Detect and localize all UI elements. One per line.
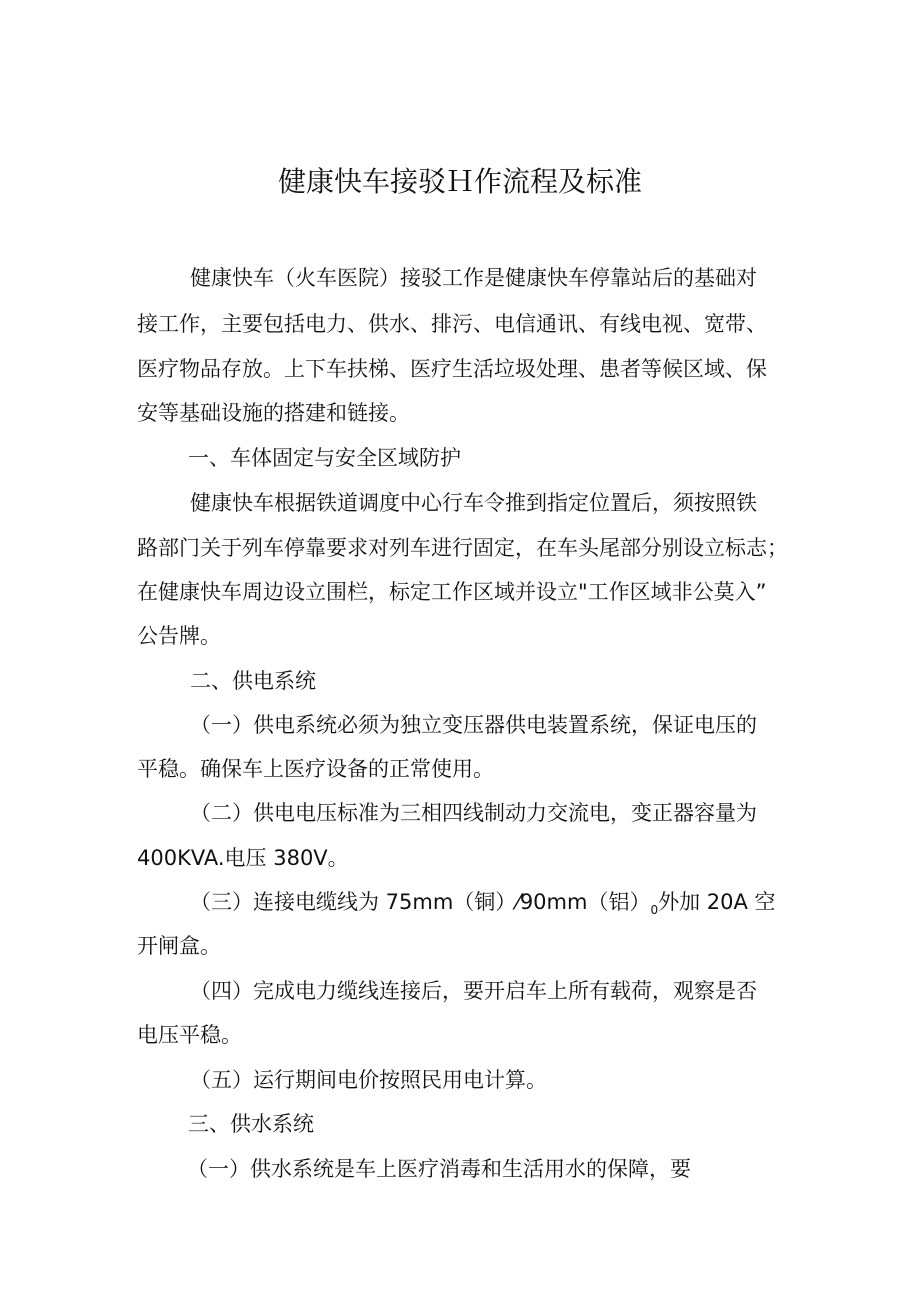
paragraph-line: （二）供电电压标准为三相四线制动力交流电，变正器容量为 — [190, 801, 757, 825]
paragraph-line — [190, 887, 776, 917]
section-heading: 一、车体固定与安全区域防护 — [188, 446, 461, 470]
document-title: 健康快车接驳Ｈ作流程及标准 — [277, 165, 642, 198]
paragraph-line: 开闸盒。 — [137, 934, 221, 958]
paragraph-line: 健康快车（火车医院）接驳工作是健康快车停靠站后的基础对 — [190, 266, 757, 290]
paragraph-line: 医疗物品存放。上下车扶梯、医疗生活垃圾处理、患者等候区域、保 — [137, 357, 767, 381]
paragraph-line: 接工作，主要包括电力、供水、排污、电信通讯、有线电视、宽带、 — [137, 312, 767, 336]
paragraph-line: 平稳。确保车上医疗设备的正常使用。 — [137, 757, 494, 781]
subscript-mark: 0 — [650, 903, 659, 917]
section-heading: 二、供电系统 — [190, 669, 316, 693]
paragraph-line: 400KVA.电压 380V。 — [137, 846, 349, 870]
section-heading: 三、供水系统 — [188, 1112, 314, 1136]
line-text: （三）连接电缆线为 75mm（铜）⁄90mm（铝） — [190, 890, 651, 914]
paragraph-line: 电压平稳。 — [137, 1023, 242, 1047]
paragraph-line: （一）供水系统是车上医疗消毒和生活用水的保障，要 — [187, 1157, 691, 1181]
paragraph-line: （四）完成电力缆线连接后，要开启车上所有载荷，观察是否 — [190, 979, 757, 1003]
paragraph-line: 在健康快车周边设立围栏，标定工作区域并设立"工作区域非公莫入” — [137, 580, 767, 604]
paragraph-line: （一）供电系统必须为独立变压器供电装置系统，保证电压的 — [190, 713, 757, 737]
paragraph-line: 公告牌。 — [137, 624, 221, 648]
paragraph-line: 路部门关于列车停靠要求对列车进行固定，在车头尾部分别设立标志； — [137, 536, 788, 560]
paragraph-line: 安等基础设施的搭建和链接。 — [137, 401, 410, 425]
paragraph-line: 健康快车根据铁道调度中心行车令推到指定位置后，须按照铁 — [190, 491, 757, 515]
line-text: 外加 20A 空 — [658, 890, 776, 914]
paragraph-line: （五）运行期间电价按照民用电计算。 — [190, 1068, 547, 1092]
